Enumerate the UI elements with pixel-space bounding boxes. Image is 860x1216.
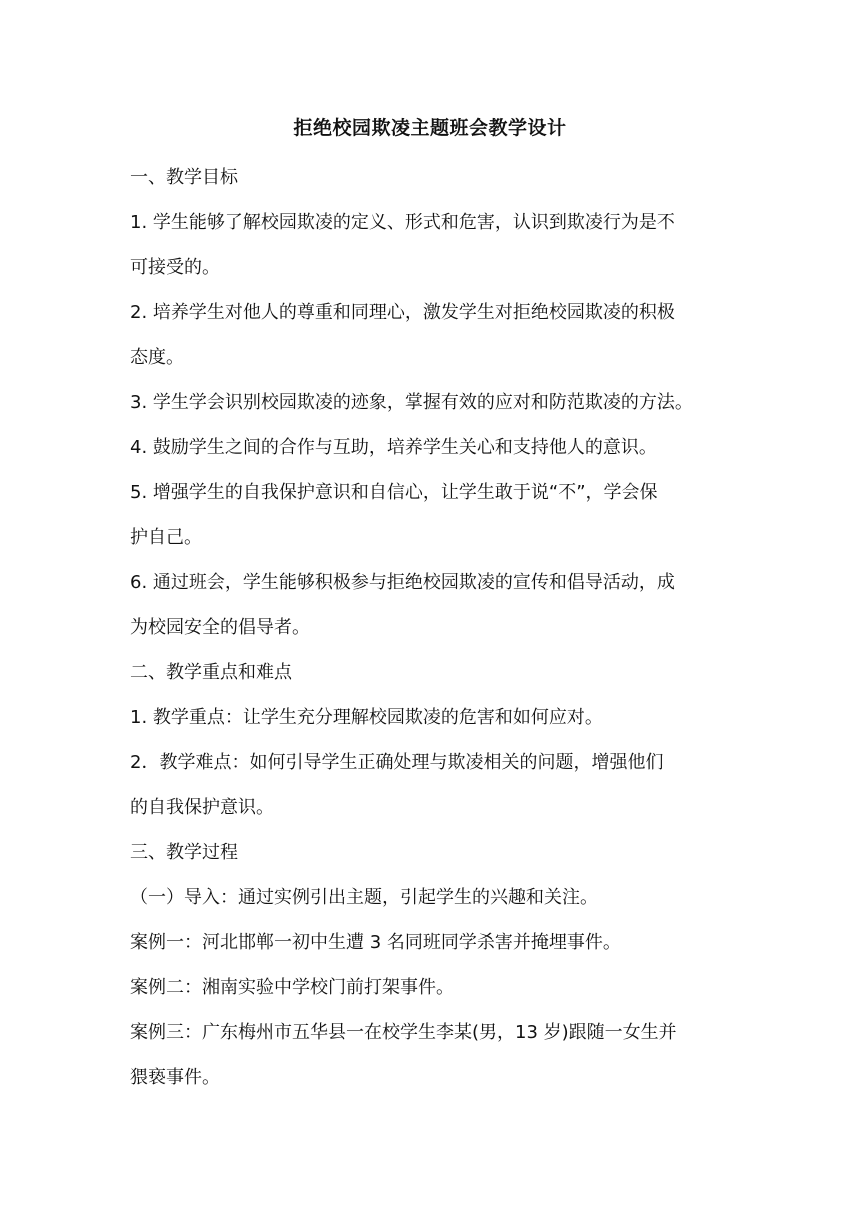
objective-1-line-1: 1. 学生能够了解校园欺凌的定义、形式和危害，认识到欺凌行为是不 xyxy=(130,212,675,233)
case-2: 案例二：湘南实验中学校门前打架事件。 xyxy=(130,977,454,998)
case-3-line-1: 案例三：广东梅州市五华县一在校学生李某(男，13 岁)跟随一女生并 xyxy=(130,1022,677,1043)
objective-6-line-2: 为校园安全的倡导者。 xyxy=(130,617,310,638)
process-intro: （一）导入：通过实例引出主题，引起学生的兴趣和关注。 xyxy=(130,887,598,908)
key-point-2-line-1: 2．教学难点：如何引导学生正确处理与欺凌相关的问题，增强他们 xyxy=(130,752,664,773)
document-title: 拒绝校园欺凌主题班会教学设计 xyxy=(293,117,567,139)
key-point-1: 1. 教学重点：让学生充分理解校园欺凌的危害和如何应对。 xyxy=(130,707,603,728)
objective-5-line-1: 5. 增强学生的自我保护意识和自信心，让学生敢于说“不”，学会保 xyxy=(130,482,658,503)
objective-5-line-2: 护自己。 xyxy=(130,527,202,548)
section-heading-process: 三、教学过程 xyxy=(130,842,238,863)
objective-6-line-1: 6. 通过班会，学生能够积极参与拒绝校园欺凌的宣传和倡导活动，成 xyxy=(130,572,675,593)
case-1: 案例一：河北邯郸一初中生遭 3 名同班同学杀害并掩埋事件。 xyxy=(130,932,621,953)
section-heading-key-points: 二、教学重点和难点 xyxy=(130,662,292,683)
section-heading-objectives: 一、教学目标 xyxy=(130,167,238,188)
objective-2-line-1: 2. 培养学生对他人的尊重和同理心，激发学生对拒绝校园欺凌的积极 xyxy=(130,302,675,323)
document-body xyxy=(130,155,750,1100)
objective-3: 3. 学生学会识别校园欺凌的迹象，掌握有效的应对和防范欺凌的方法。 xyxy=(130,392,693,413)
objective-4: 4. 鼓励学生之间的合作与互助，培养学生关心和支持他人的意识。 xyxy=(130,437,657,458)
case-3-line-2: 猥亵事件。 xyxy=(130,1067,220,1088)
key-point-2-line-2: 的自我保护意识。 xyxy=(130,797,274,818)
objective-1-line-2: 可接受的。 xyxy=(130,257,220,278)
objective-2-line-2: 态度。 xyxy=(130,347,184,368)
